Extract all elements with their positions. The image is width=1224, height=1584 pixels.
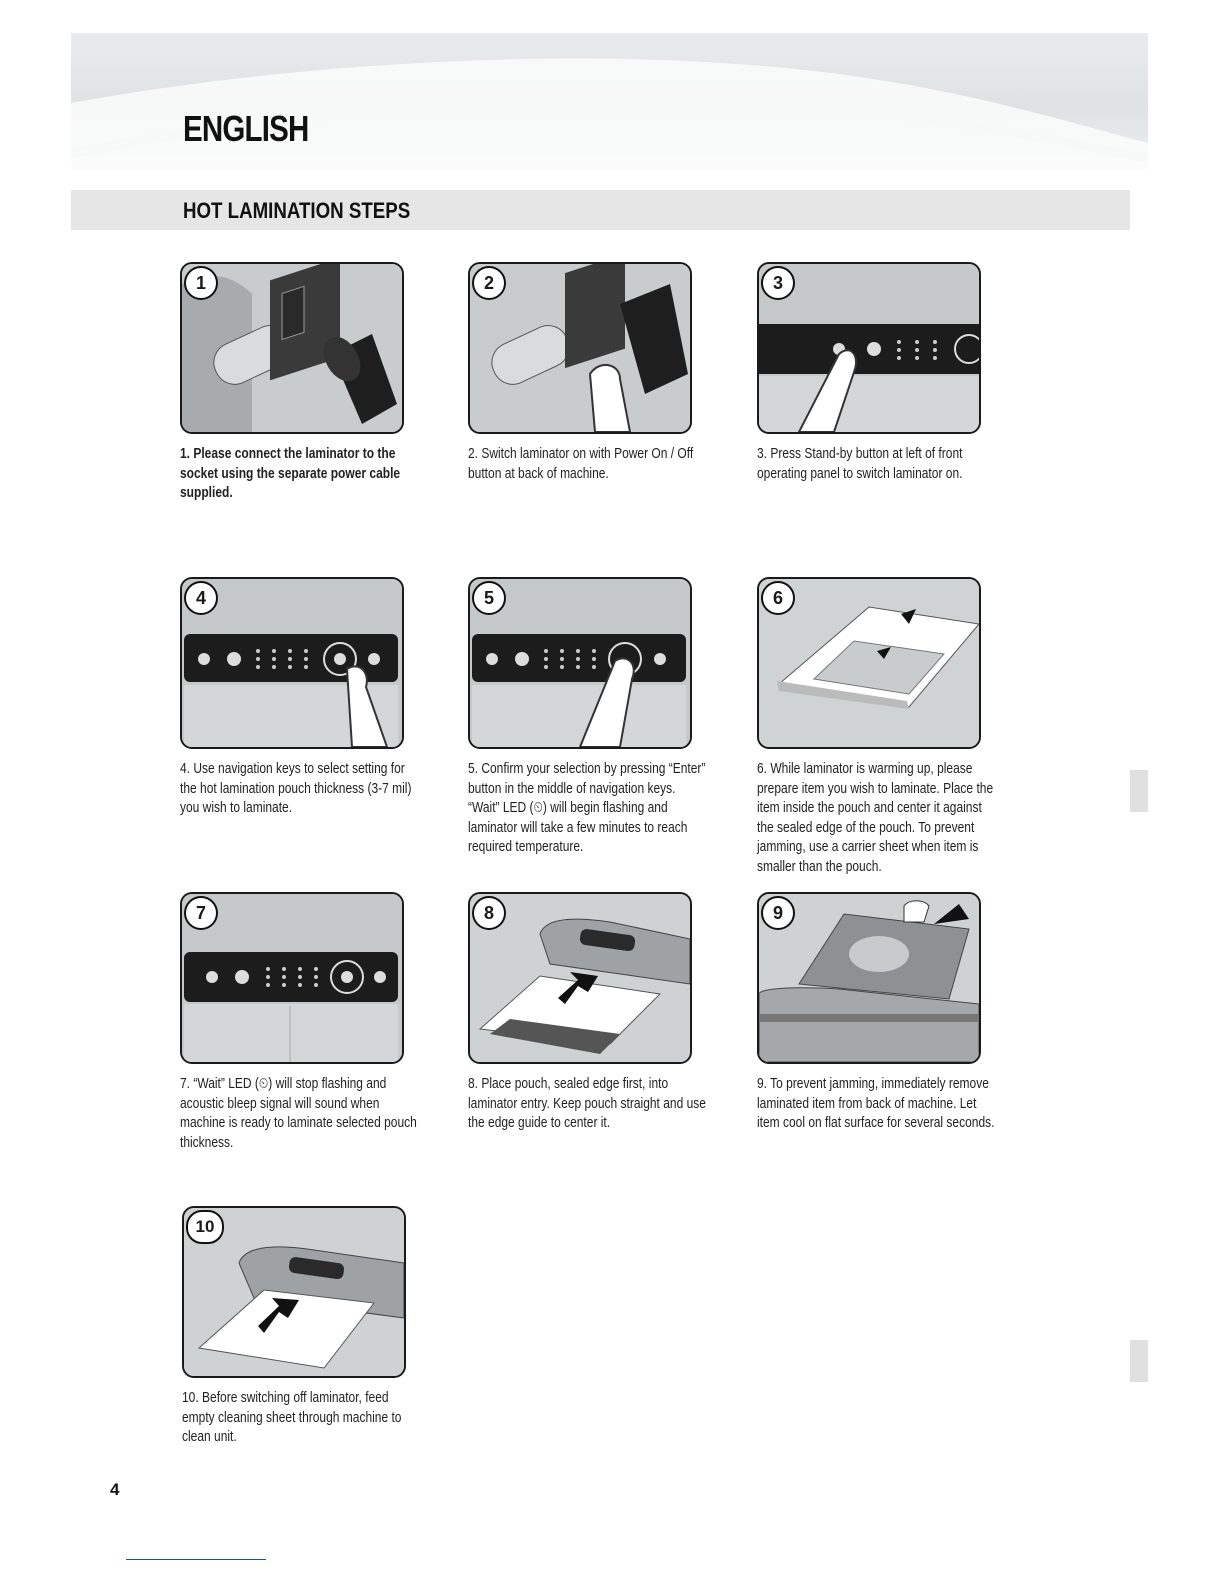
side-tab-marker bbox=[1130, 770, 1148, 812]
step-number-badge: 10 bbox=[186, 1210, 224, 1244]
step-10-caption: 10. Before switching off laminator, feed empty cleaning sheet through machine to clean unit. bbox=[182, 1389, 402, 1445]
step-number-badge: 1 bbox=[184, 266, 218, 300]
step-number-badge: 3 bbox=[761, 266, 795, 300]
step-2-caption: 2. Switch laminator on with Power On / Off button at back of machine. bbox=[468, 445, 694, 482]
step-8-illustration bbox=[468, 892, 692, 1064]
step-5-caption: 5. Confirm your selection by pressing “Enter” button in the middle of navigation keys. “Wait” LED (⏲) will begin flashing and laminator will take a few minutes to reach required temperature. bbox=[468, 760, 706, 855]
step-7-caption: 7. “Wait” LED (⏲) will stop flashing and acoustic bleep signal will sound when machine is ready to laminate selected pouch thickness. bbox=[180, 1075, 417, 1151]
language-title: ENGLISH bbox=[183, 108, 309, 149]
step-3 bbox=[757, 262, 987, 483]
step-6 bbox=[757, 577, 994, 876]
step-4-caption: 4. Use navigation keys to select setting for the hot lamination pouch thickness (3-7 mil) you wish to laminate. bbox=[180, 760, 412, 816]
step-number-badge: 7 bbox=[184, 896, 218, 930]
step-number-badge: 4 bbox=[184, 581, 218, 615]
step-7 bbox=[180, 892, 417, 1152]
step-9 bbox=[757, 892, 995, 1133]
step-6-illustration bbox=[757, 577, 981, 749]
footer-rule bbox=[126, 1559, 266, 1560]
step-number-badge: 6 bbox=[761, 581, 795, 615]
step-number-badge: 5 bbox=[472, 581, 506, 615]
step-4-illustration bbox=[180, 577, 404, 749]
page-number: 4 bbox=[110, 1480, 120, 1499]
step-5-illustration bbox=[468, 577, 692, 749]
step-2-illustration bbox=[468, 262, 692, 434]
step-6-caption: 6. While laminator is warming up, please prepare item you wish to laminate. Place the item inside the pouch and center it against the sealed edge of the pouch. To prevent jamming, use a carrier sheet when item is smaller than the pouch. bbox=[757, 760, 994, 875]
section-title: HOT LAMINATION STEPS bbox=[183, 198, 411, 223]
step-1 bbox=[180, 262, 410, 503]
side-tab-marker bbox=[1130, 1340, 1148, 1382]
step-1-caption: 1. Please connect the laminator to the socket using the separate power cable supplied. bbox=[180, 445, 401, 501]
step-9-caption: 9. To prevent jamming, immediately remove laminated item from back of machine. Let item cool on flat surface for several seconds. bbox=[757, 1075, 995, 1131]
step-10-illustration bbox=[182, 1206, 406, 1378]
step-2 bbox=[468, 262, 698, 483]
step-8 bbox=[468, 892, 706, 1133]
step-7-illustration bbox=[180, 892, 404, 1064]
step-8-caption: 8. Place pouch, sealed edge first, into laminator entry. Keep pouch straight and use the edge guide to center it. bbox=[468, 1075, 706, 1131]
step-number-badge: 9 bbox=[761, 896, 795, 930]
step-1-illustration bbox=[180, 262, 404, 434]
step-3-caption: 3. Press Stand-by button at left of front operating panel to switch laminator on. bbox=[757, 445, 963, 482]
step-10 bbox=[182, 1206, 412, 1447]
step-number-badge: 2 bbox=[472, 266, 506, 300]
step-4 bbox=[180, 577, 410, 818]
step-number-badge: 8 bbox=[472, 896, 506, 930]
step-9-illustration bbox=[757, 892, 981, 1064]
step-3-illustration bbox=[757, 262, 981, 434]
step-5 bbox=[468, 577, 706, 857]
